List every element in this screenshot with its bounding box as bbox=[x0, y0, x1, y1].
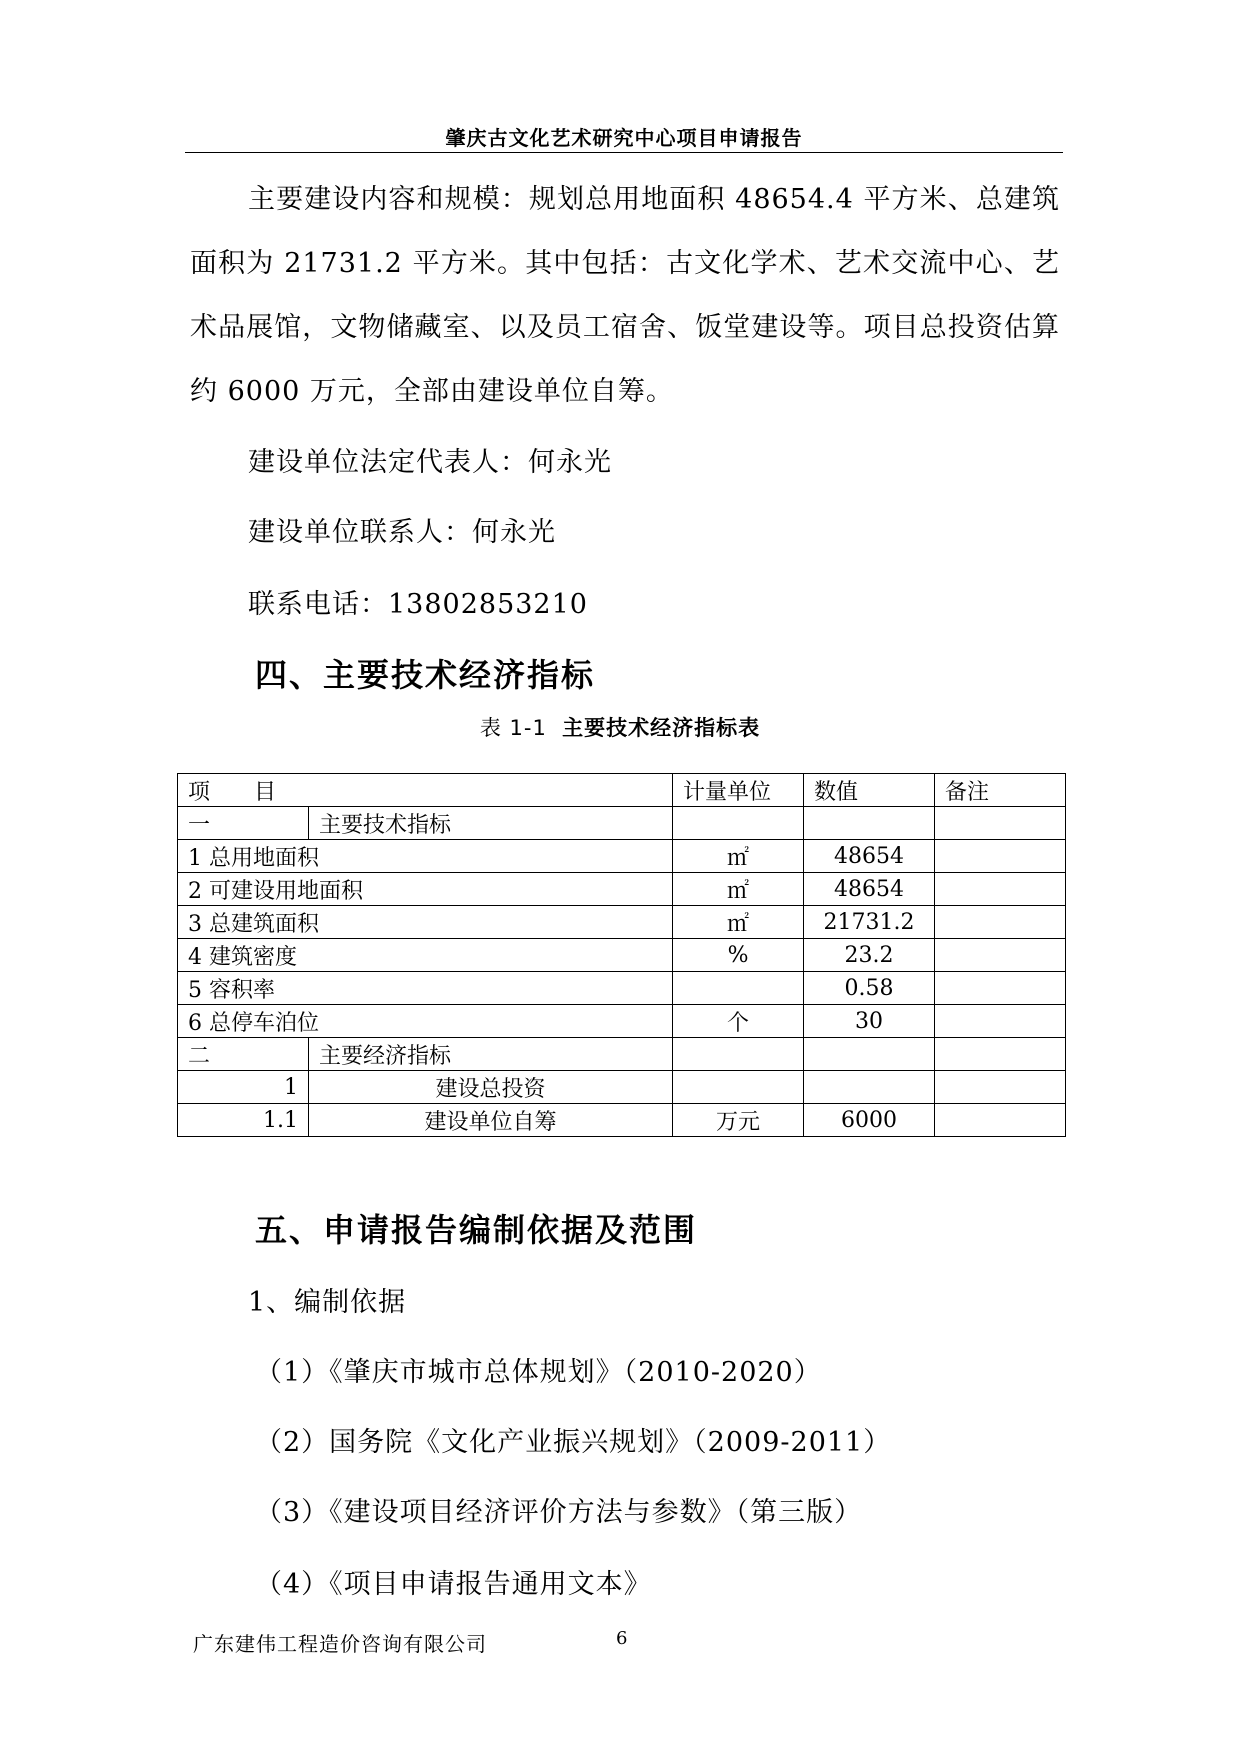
row-label: 1 总用地面积 bbox=[178, 840, 673, 873]
row-label: 2 可建设用地面积 bbox=[178, 873, 673, 906]
row-value bbox=[804, 1071, 935, 1104]
row-unit: 万元 bbox=[673, 1104, 804, 1137]
row-note bbox=[935, 1104, 1066, 1137]
basis-item: （2）国务院《文化产业振兴规划》（2009-2011） bbox=[255, 1427, 892, 1458]
row-number: 1 bbox=[178, 1071, 309, 1104]
group-row-economic bbox=[178, 1038, 1066, 1071]
row-value: 0.58 bbox=[804, 972, 935, 1005]
table-header-row bbox=[178, 774, 1066, 807]
row-note bbox=[935, 972, 1066, 1005]
row-label: 6 总停车泊位 bbox=[178, 1005, 673, 1038]
group-title: 主要技术指标 bbox=[309, 807, 673, 840]
row-label: 3 总建筑面积 bbox=[178, 906, 673, 939]
table-caption-title: 主要技术经济指标表 bbox=[562, 716, 761, 740]
basis-item: （1）《肇庆市城市总体规划》（2010-2020） bbox=[255, 1357, 822, 1388]
group-number: 一 bbox=[178, 807, 309, 840]
group-title: 主要经济指标 bbox=[309, 1038, 673, 1071]
running-header-title: 肇庆古文化艺术研究中心项目申请报告 bbox=[445, 126, 803, 150]
scope-paragraph: 主要建设内容和规模：规划总用地面积 48654.4 平方米、总建筑面积为 21731.2 平方米。其中包括：古文化学术、艺术交流中心、艺术品展馆，文物储藏室、以及员工宿舍、饭堂建设等。项目总投资估算约 6000 万元，全部由建设单位自筹。 bbox=[190, 184, 1060, 407]
row-unit: ㎡ bbox=[673, 906, 804, 939]
table-row bbox=[178, 1104, 1066, 1137]
row-label: 4 建筑密度 bbox=[178, 939, 673, 972]
row-note bbox=[935, 840, 1066, 873]
row-value: 6000 bbox=[804, 1104, 935, 1137]
table-caption bbox=[160, 712, 1080, 742]
row-value: 30 bbox=[804, 1005, 935, 1038]
table-row bbox=[178, 840, 1066, 873]
table-row bbox=[178, 1005, 1066, 1038]
page-number: 6 bbox=[616, 1628, 628, 1649]
row-label: 5 容积率 bbox=[178, 972, 673, 1005]
subsection-1-heading: 1、编制依据 bbox=[248, 1287, 407, 1318]
row-label: 建设总投资 bbox=[309, 1071, 673, 1104]
row-unit: % bbox=[673, 939, 804, 972]
header-item: 项 目 bbox=[178, 774, 673, 807]
table-row bbox=[178, 873, 1066, 906]
row-unit: ㎡ bbox=[673, 840, 804, 873]
row-unit: ㎡ bbox=[673, 873, 804, 906]
row-number: 1.1 bbox=[178, 1104, 309, 1137]
footer-company: 广东建伟工程造价咨询有限公司 bbox=[193, 1632, 487, 1656]
table-row bbox=[178, 972, 1066, 1005]
group-number: 二 bbox=[178, 1038, 309, 1071]
row-note bbox=[935, 906, 1066, 939]
row-value: 48654 bbox=[804, 840, 935, 873]
table-row bbox=[178, 906, 1066, 939]
basis-item: （3）《建设项目经济评价方法与参数》（第三版） bbox=[255, 1497, 863, 1528]
table-row bbox=[178, 1071, 1066, 1104]
table-caption-number: 表 1-1 bbox=[479, 716, 547, 740]
group-row-technical bbox=[178, 807, 1066, 840]
row-value: 48654 bbox=[804, 873, 935, 906]
header-value: 数值 bbox=[804, 774, 935, 807]
row-value: 23.2 bbox=[804, 939, 935, 972]
contact-phone: 联系电话：13802853210 bbox=[248, 589, 588, 620]
header-divider bbox=[185, 152, 1063, 153]
row-note bbox=[935, 939, 1066, 972]
section-5-heading: 五、申请报告编制依据及范围 bbox=[255, 1211, 698, 1249]
header-unit: 计量单位 bbox=[673, 774, 804, 807]
row-note bbox=[935, 1071, 1066, 1104]
legal-representative: 建设单位法定代表人：何永光 bbox=[248, 447, 612, 478]
table-row bbox=[178, 939, 1066, 972]
row-note bbox=[935, 873, 1066, 906]
row-unit bbox=[673, 972, 804, 1005]
row-label: 建设单位自筹 bbox=[309, 1104, 673, 1137]
row-unit bbox=[673, 1071, 804, 1104]
basis-item: （4）《项目申请报告通用文本》 bbox=[255, 1569, 652, 1600]
indicators-table bbox=[177, 773, 1066, 1137]
row-unit: 个 bbox=[673, 1005, 804, 1038]
row-note bbox=[935, 1005, 1066, 1038]
contact-person: 建设单位联系人：何永光 bbox=[248, 517, 556, 548]
row-value: 21731.2 bbox=[804, 906, 935, 939]
header-note: 备注 bbox=[935, 774, 1066, 807]
section-4-heading: 四、主要技术经济指标 bbox=[255, 656, 596, 694]
